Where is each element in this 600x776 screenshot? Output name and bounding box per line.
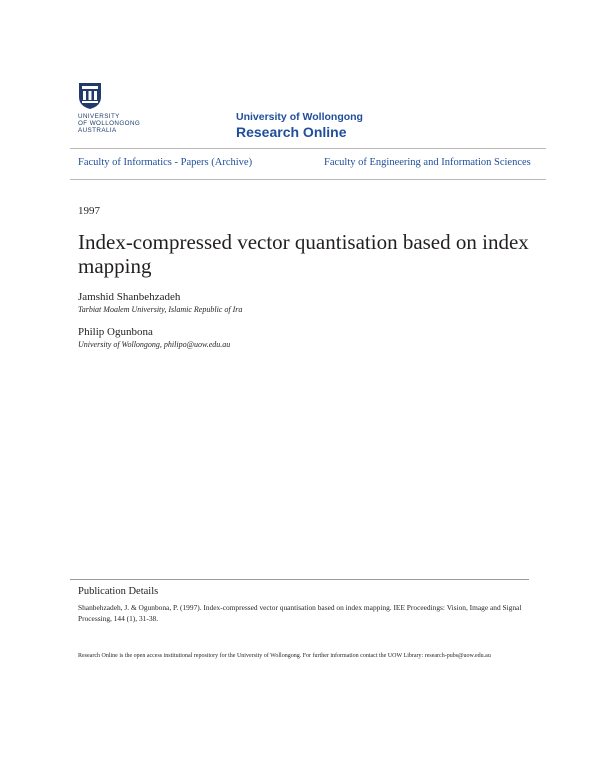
faculty-engineering-link[interactable]: Faculty of Engineering and Information Sciences [324,157,531,168]
author-affiliation: University of Wollongong, philipo@uow.edu.au [78,340,231,349]
author-entry [78,325,230,350]
brand-university: University of Wollongong [236,111,363,123]
nav-divider-bottom [70,179,546,180]
paper-title: Index-compressed vector quantisation based on index mapping [78,230,529,278]
university-crest-icon [78,82,102,110]
logo-wordmark [78,113,140,134]
publication-year: 1997 [78,205,100,217]
faculty-informatics-link[interactable]: Faculty of Informatics - Papers (Archive) [78,157,253,168]
logo-text-line: AUSTRALIA [78,127,117,134]
logo-text-line: UNIVERSITY [78,113,120,120]
publication-details-heading: Publication Details [78,586,159,597]
author-name: Jamshid Shanbehzadeh [78,291,181,303]
nav-divider-top [70,148,546,149]
repository-footer: Research Online is the open access institutional repository for the University of Wollongong. For further information contact the UOW Library: research-pubs@uow.edu.au [78,653,491,659]
publication-details-text: Shanbehzadeh, J. & Ogunbona, P. (1997). Index-compressed vector quantisation based on index mapping. IEE Proceedings: Vision, Image and Signal Processing, 144 (1), 31-38. [78,603,522,623]
publication-divider [70,579,529,580]
author-entry [78,290,242,315]
author-affiliation: Tarbiat Moalem University, Islamic Republic of Ira [78,305,243,314]
author-name: Philip Ogunbona [78,326,153,338]
university-logo[interactable] [78,82,148,138]
repository-brand[interactable] [236,111,363,141]
logo-text-line: OF WOLLONGONG [78,120,141,127]
brand-research-online: Research Online [236,124,347,140]
